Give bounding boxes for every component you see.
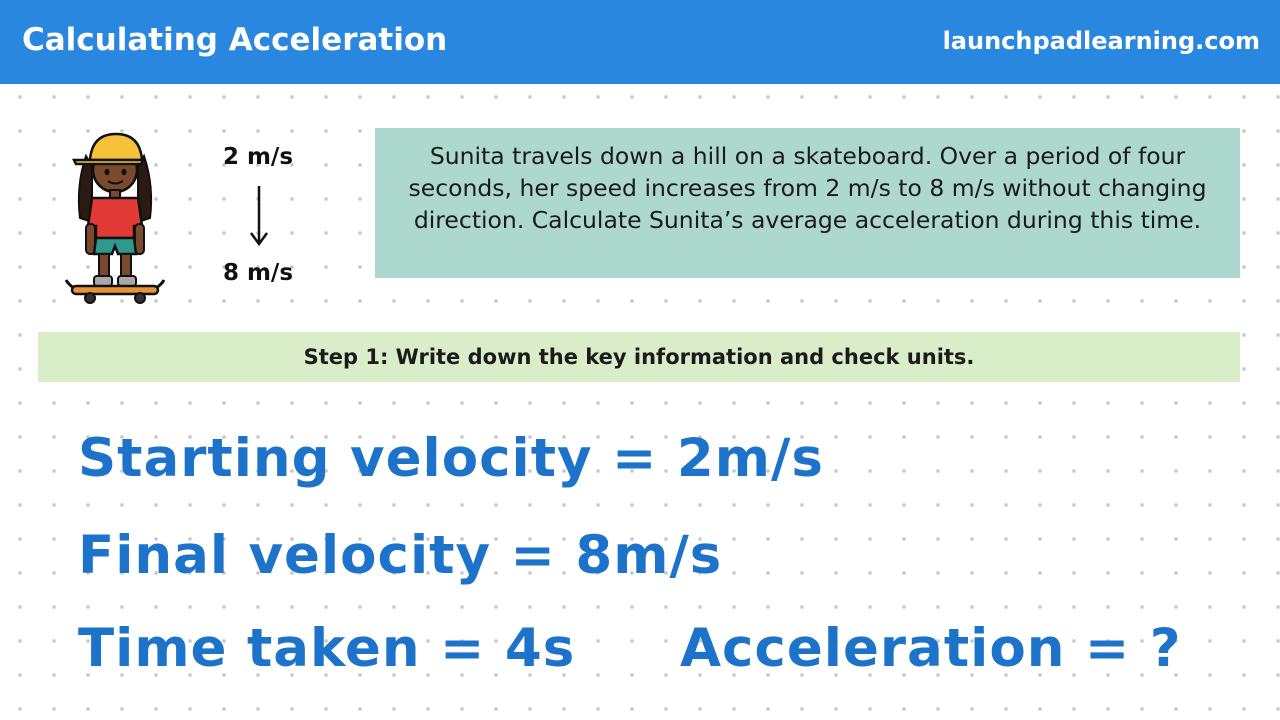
page-title: Calculating Acceleration bbox=[22, 22, 448, 58]
skateboarder-icon bbox=[62, 126, 168, 306]
starting-velocity-note: Starting velocity = 2m/s bbox=[78, 428, 824, 489]
start-speed-label: 2 m/s bbox=[222, 144, 294, 170]
time-taken-note: Time taken = 4s bbox=[78, 618, 576, 679]
step-instruction: Step 1: Write down the key information and check units. bbox=[38, 332, 1240, 382]
header-bar bbox=[0, 0, 1280, 84]
acceleration-note: Acceleration = ? bbox=[680, 618, 1182, 679]
arrow-down-icon bbox=[248, 186, 270, 248]
problem-statement: Sunita travels down a hill on a skateboard. Over a period of four seconds, her speed increases from 2 m/s to 8 m/s without changing direction. Calculate Sunita’s average acceleration during this time. bbox=[375, 128, 1240, 278]
site-name: launchpadlearning.com bbox=[942, 27, 1260, 55]
final-velocity-note: Final velocity = 8m/s bbox=[78, 525, 723, 586]
end-speed-label: 8 m/s bbox=[222, 260, 294, 286]
